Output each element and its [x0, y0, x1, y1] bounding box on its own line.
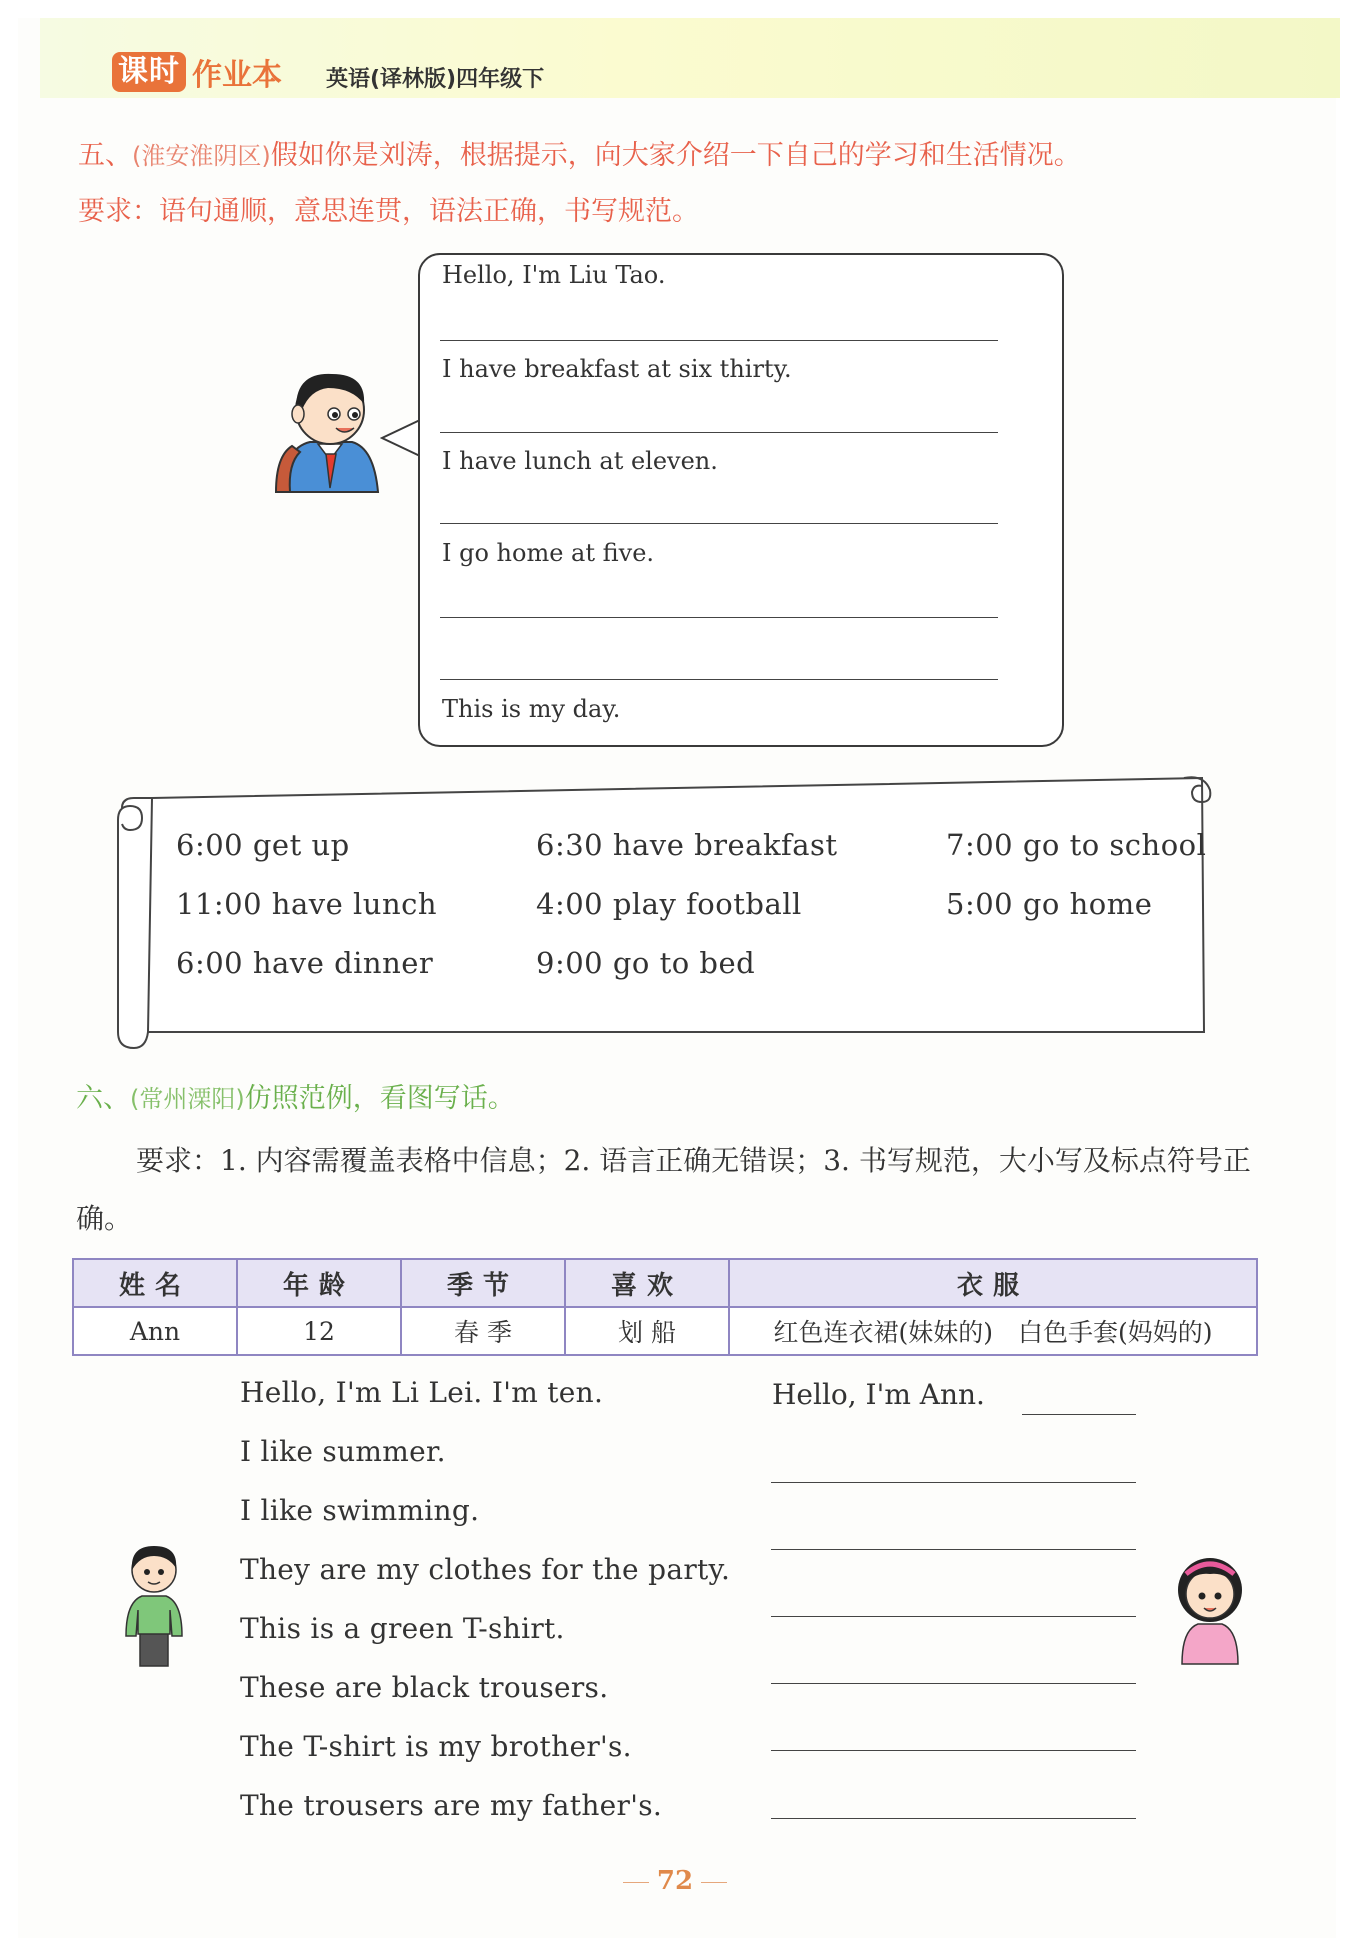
schedule-item: 6:00 have dinner [176, 946, 434, 980]
model-line: This is a green T-shirt. [240, 1612, 565, 1645]
model-line: I like swimming. [240, 1494, 480, 1527]
section-6-instruction: 仿照范例，看图写话。 [244, 1083, 515, 1114]
answer-line[interactable] [440, 617, 998, 618]
speech-bubble-tail [380, 416, 422, 466]
answer-line[interactable] [771, 1750, 1136, 1751]
section-5-instruction: 假如你是刘涛，根据提示，向大家介绍一下自己的学习和生活情况。 [270, 140, 1081, 171]
logo-text: 作业本 [192, 58, 282, 93]
section-5-source: (淮安淮阴区) [132, 142, 271, 170]
answer-line[interactable] [440, 679, 998, 680]
table-header: 年龄 [237, 1259, 401, 1307]
schedule-item: 7:00 go to school [946, 828, 1207, 862]
answer-line[interactable] [771, 1482, 1136, 1483]
answer-line[interactable] [440, 432, 998, 433]
model-line: These are black trousers. [240, 1671, 609, 1704]
table-cell: 春 季 [401, 1307, 565, 1355]
table-cell: 12 [237, 1307, 401, 1355]
section-6-title [76, 1076, 515, 1115]
answer-line[interactable] [440, 523, 998, 524]
liu-tao-illustration [270, 364, 390, 494]
table-cell: 划 船 [565, 1307, 729, 1355]
answer-line[interactable] [771, 1549, 1136, 1550]
section-5-requirement: 要求：语句通顺，意思连贯，语法正确，书写规范。 [78, 196, 699, 227]
table-header: 季节 [401, 1259, 565, 1307]
bubble-line: I have breakfast at six thirty. [442, 355, 792, 383]
section-5-title [78, 128, 1278, 240]
page-number-dash [623, 1882, 649, 1883]
answer-line[interactable] [440, 340, 998, 341]
bubble-line: This is my day. [442, 695, 621, 723]
schedule-item: 5:00 go home [946, 887, 1153, 921]
table-header: 姓名 [73, 1259, 237, 1307]
table-cell: Ann [73, 1307, 237, 1355]
table-row [73, 1307, 1257, 1355]
bubble-line: I go home at five. [442, 539, 655, 567]
schedule-item: 6:00 get up [176, 828, 350, 862]
table-header-row [73, 1259, 1257, 1307]
info-table [72, 1258, 1258, 1356]
book-subtitle: 英语(译林版)四年级下 [326, 67, 545, 92]
ann-illustration [1166, 1546, 1254, 1666]
section-6-source: (常州溧阳) [130, 1085, 245, 1113]
table-header: 喜欢 [565, 1259, 729, 1307]
speech-bubble [418, 253, 1064, 747]
page-number-dash [701, 1882, 727, 1883]
section-6-requirement: 要求：1. 内容需覆盖表格中信息；2. 语言正确无错误；3. 书写规范，大小写及标点符号正确。 [76, 1144, 1251, 1235]
answer-line[interactable] [771, 1818, 1136, 1819]
answer-line[interactable] [771, 1683, 1136, 1684]
schedule-item: 11:00 have lunch [176, 887, 438, 921]
ann-intro: Hello, I'm Ann. [772, 1378, 985, 1411]
page-number-text: 72 [656, 1866, 694, 1896]
model-line: They are my clothes for the party. [240, 1553, 731, 1586]
model-line: The T-shirt is my brother's. [240, 1730, 632, 1763]
schedule-item: 9:00 go to bed [536, 946, 756, 980]
table-header: 衣服 [729, 1259, 1257, 1307]
schedule-item: 4:00 play football [536, 887, 802, 921]
model-line: I like summer. [240, 1435, 446, 1468]
section-6-number: 六、 [76, 1083, 130, 1114]
answer-line[interactable] [771, 1616, 1136, 1617]
li-lei-illustration [118, 1540, 190, 1668]
answer-line[interactable] [1022, 1414, 1136, 1415]
logo-badge: 课时 [112, 52, 186, 92]
page-number [610, 1866, 740, 1896]
model-line: Hello, I'm Li Lei. I'm ten. [240, 1376, 604, 1409]
logo [112, 52, 282, 92]
bubble-line: Hello, I'm Liu Tao. [442, 261, 666, 289]
section-5-number: 五、 [78, 140, 132, 171]
model-line: The trousers are my father's. [240, 1789, 663, 1822]
table-cell: 红色连衣裙(妹妹的) 白色手套(妈妈的) [729, 1307, 1257, 1355]
schedule-item: 6:30 have breakfast [536, 828, 838, 862]
bubble-line: I have lunch at eleven. [442, 447, 718, 475]
